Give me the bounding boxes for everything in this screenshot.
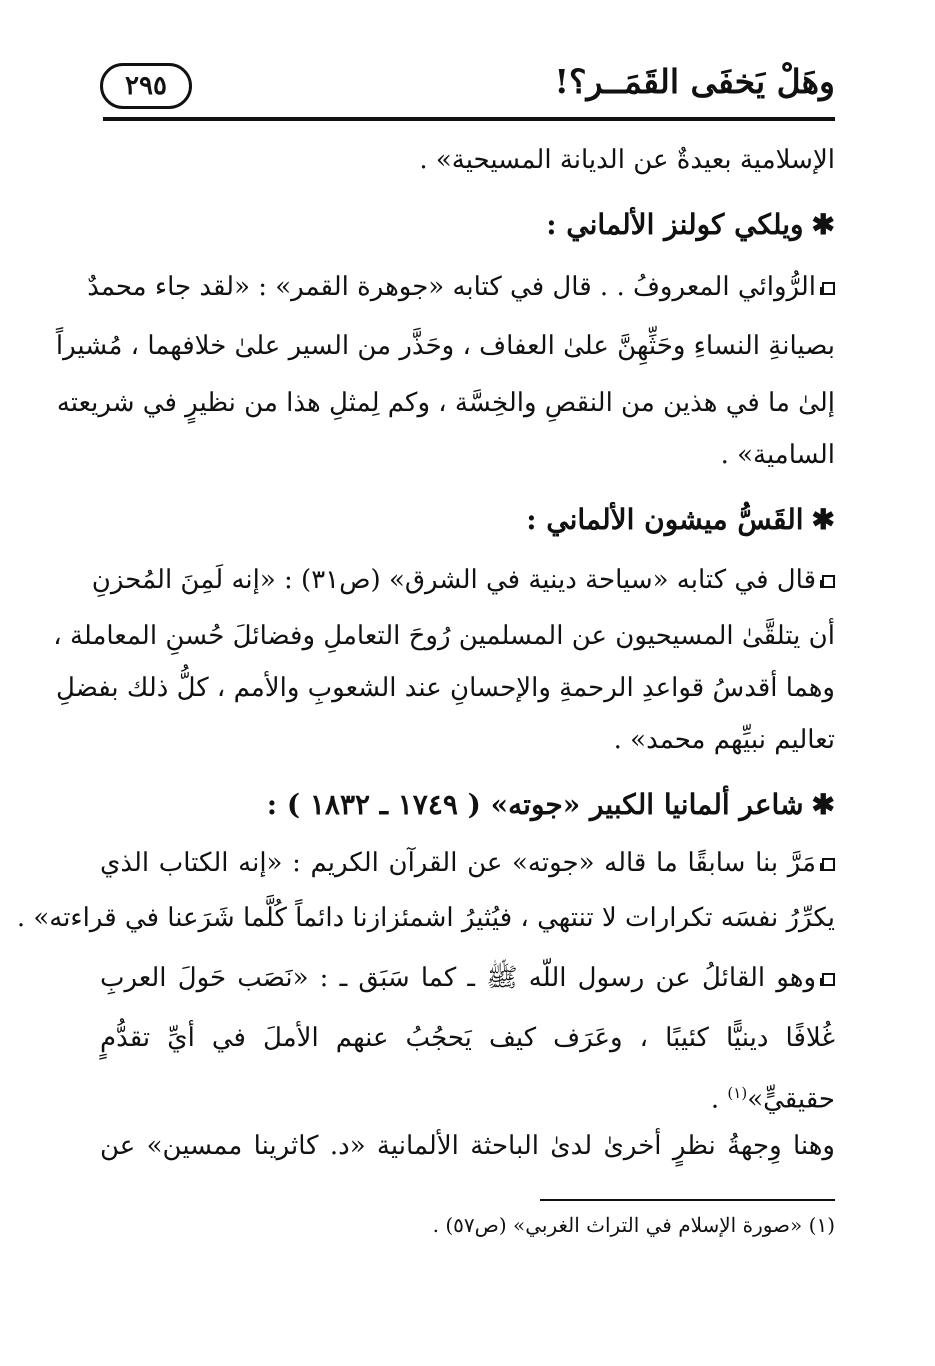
paragraph-text: السامية» . [720,440,835,470]
paragraph-text: تعاليم نبيِّهم محمد» . [613,725,835,755]
body-line [100,140,835,180]
paragraph-line [100,843,835,883]
paragraph-line [53,616,835,656]
paragraph-line [16,898,835,938]
paragraph-text: بصيانةِ النساءِ وحَثِّهِنَّ علىٰ العفاف ، وحَذَّر من السير علىٰ خلافهما ، مُشيراً [55,331,835,361]
paragraph-line [87,267,835,307]
header-divider [103,117,835,121]
paragraph-text: . [710,1084,728,1115]
footnote: (١) «صورة الإسلام في التراث الغربي» (ص٥٧) . [432,1213,835,1237]
paragraph-line [100,1126,835,1166]
footnote-divider [540,1199,835,1201]
section-heading [100,500,835,540]
paragraph-text: غُلافًا دينيًّا كئيبًا ، وعَرَف كيف يَحجُبُ عنهم الأملَ في أيِّ تقدُّمٍ [100,1023,835,1053]
asterisk-icon: ✱ [811,788,835,821]
paragraph-line [100,1073,835,1120]
paragraph-text: يكرِّرُ نفسَه تكرارات لا تنتهي ، فيُثيرُ اشمئزازنا دائماً كُلَّما شَرَعنا في قراءته» . [16,903,835,933]
paragraph-line [56,383,835,423]
paragraph-line [55,326,835,366]
page-number-badge [100,63,192,109]
paragraph-line [100,1018,835,1058]
paragraph-text: وهنا وِجهةُ نظرٍ أخرىٰ لدىٰ الباحثة الألمانية «د. كاثرينا ممسين» عن [100,1131,835,1161]
paragraph-text: قال في كتابه «سياحة دينية في الشرق» (ص٣١) : «إنه لَمِنَ المُحزنِ [91,565,816,595]
paragraph-text: وهو القائلُ عن رسول اللّه ﷺ ـ كما سَبَق ـ : «نَصَب حَولَ العربِ [100,963,816,993]
paragraph-line [100,435,835,475]
section-heading [100,785,835,825]
section-heading-text: القَسُّ ميشون الألماني : [526,503,804,536]
paragraph-text: وهما أقدسُ قواعدِ الرحمةِ والإحسانِ عند الشعوبِ والأمم ، كلُّ ذلك بفضلِ [56,673,835,703]
paragraph-line [56,668,835,708]
section-heading-text: ويلكي كولنز الألماني : [546,208,804,241]
body-line-text: الإسلامية بعيدةٌ عن الديانة المسيحية» . [419,145,835,175]
asterisk-icon: ✱ [811,503,835,536]
paragraph-line [91,560,835,600]
paragraph-text: أن يتلقَّىٰ المسيحيون عن المسلمين رُوحَ التعاملِ وفضائلَ حُسنِ المعاملة ، [53,621,835,651]
footnote-reference[interactable]: (١) [727,1084,748,1102]
asterisk-icon: ✱ [811,208,835,241]
paragraph-text: حقيقيٍّ» [747,1084,835,1115]
paragraph-line [100,958,835,998]
running-header-title: وهَلْ يَخفَى القَمَــر؟! [554,62,835,101]
paragraph-text: الرُّوائي المعروفُ . . قال في كتابه «جوهرة القمر» : «لقد جاء محمدٌ [87,272,816,302]
paragraph-marker-icon [822,575,835,588]
paragraph-marker-icon [822,973,835,986]
paragraph-line [100,720,835,760]
paragraph-text: إلىٰ ما في هذين من النقصِ والخِسَّة ، وكم لِمثلِ هذا من نظيرٍ في شريعته [56,388,835,418]
paragraph-text: مَرَّ بنا سابقًا ما قاله «جوته» عن القرآن الكريم : «إنه الكتاب الذي [100,848,816,878]
section-heading [100,205,835,245]
paragraph-marker-icon [822,282,835,295]
section-heading-text: شاعر ألمانيا الكبير «جوته» ( ١٧٤٩ ـ ١٨٣٢ ) : [266,788,804,821]
page-number: ٢٩٥ [125,71,167,101]
paragraph-marker-icon [822,858,835,871]
